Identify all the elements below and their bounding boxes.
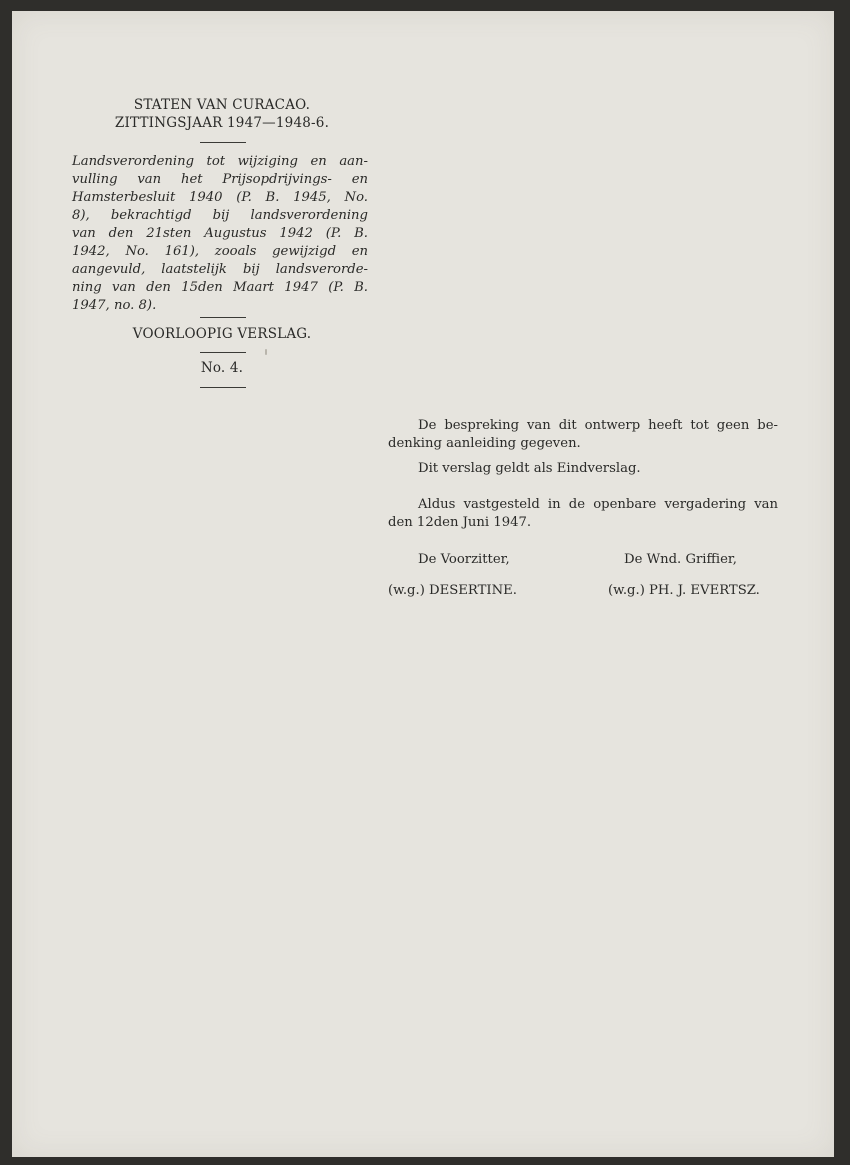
subject-line: aangevuld, laatstelijk bij landsverorde-	[72, 262, 368, 277]
body-line: den 12den Juni 1947.	[388, 515, 532, 530]
subject-line: Landsverordening tot wijziging en aan-	[72, 154, 368, 169]
body-line: Dit verslag geldt als Eindverslag.	[418, 461, 641, 476]
chair-signature: (w.g.) DESERTINE.	[388, 583, 517, 598]
header-line-2: ZITTINGSJAAR 1947—1948-6.	[114, 115, 330, 131]
body-paragraph-1	[388, 417, 778, 453]
subject-line: 8), bekrachtigd bij landsverordening	[72, 208, 368, 223]
divider-rule	[200, 387, 246, 388]
body-paragraph-3	[388, 496, 778, 532]
subject-line: ning van den 15den Maart 1947 (P. B.	[72, 280, 368, 295]
divider-rule	[200, 142, 246, 143]
body-line: denking aanleiding gegeven.	[388, 436, 581, 451]
paper-speck	[265, 349, 267, 355]
header-line-1: STATEN VAN CURACAO.	[133, 97, 311, 113]
paper-page	[12, 11, 834, 1157]
chair-title: De Voorzitter,	[418, 552, 510, 567]
body-paragraph-2	[388, 460, 778, 478]
report-number: No. 4.	[200, 360, 244, 376]
body-line: Aldus vastgesteld in de openbare vergadering van	[418, 497, 778, 512]
subject-line: 1942, No. 161), zooals gewijzigd en	[72, 244, 368, 259]
subject-line: 1947, no. 8).	[72, 298, 157, 313]
divider-rule	[200, 317, 246, 318]
subject-paragraph	[72, 153, 368, 315]
clerk-signature: (w.g.) PH. J. EVERTSZ.	[608, 583, 760, 598]
body-line: De bespreking van dit ontwerp heeft tot geen be-	[418, 418, 778, 433]
divider-rule	[200, 352, 246, 353]
subject-line: Hamsterbesluit 1940 (P. B. 1945, No.	[72, 190, 368, 205]
subject-line: vulling van het Prijsopdrijvings- en	[72, 172, 368, 187]
report-title: VOORLOOPIG VERSLAG.	[132, 326, 312, 342]
subject-line: van den 21sten Augustus 1942 (P. B.	[72, 226, 368, 241]
clerk-title: De Wnd. Griffier,	[624, 552, 737, 567]
